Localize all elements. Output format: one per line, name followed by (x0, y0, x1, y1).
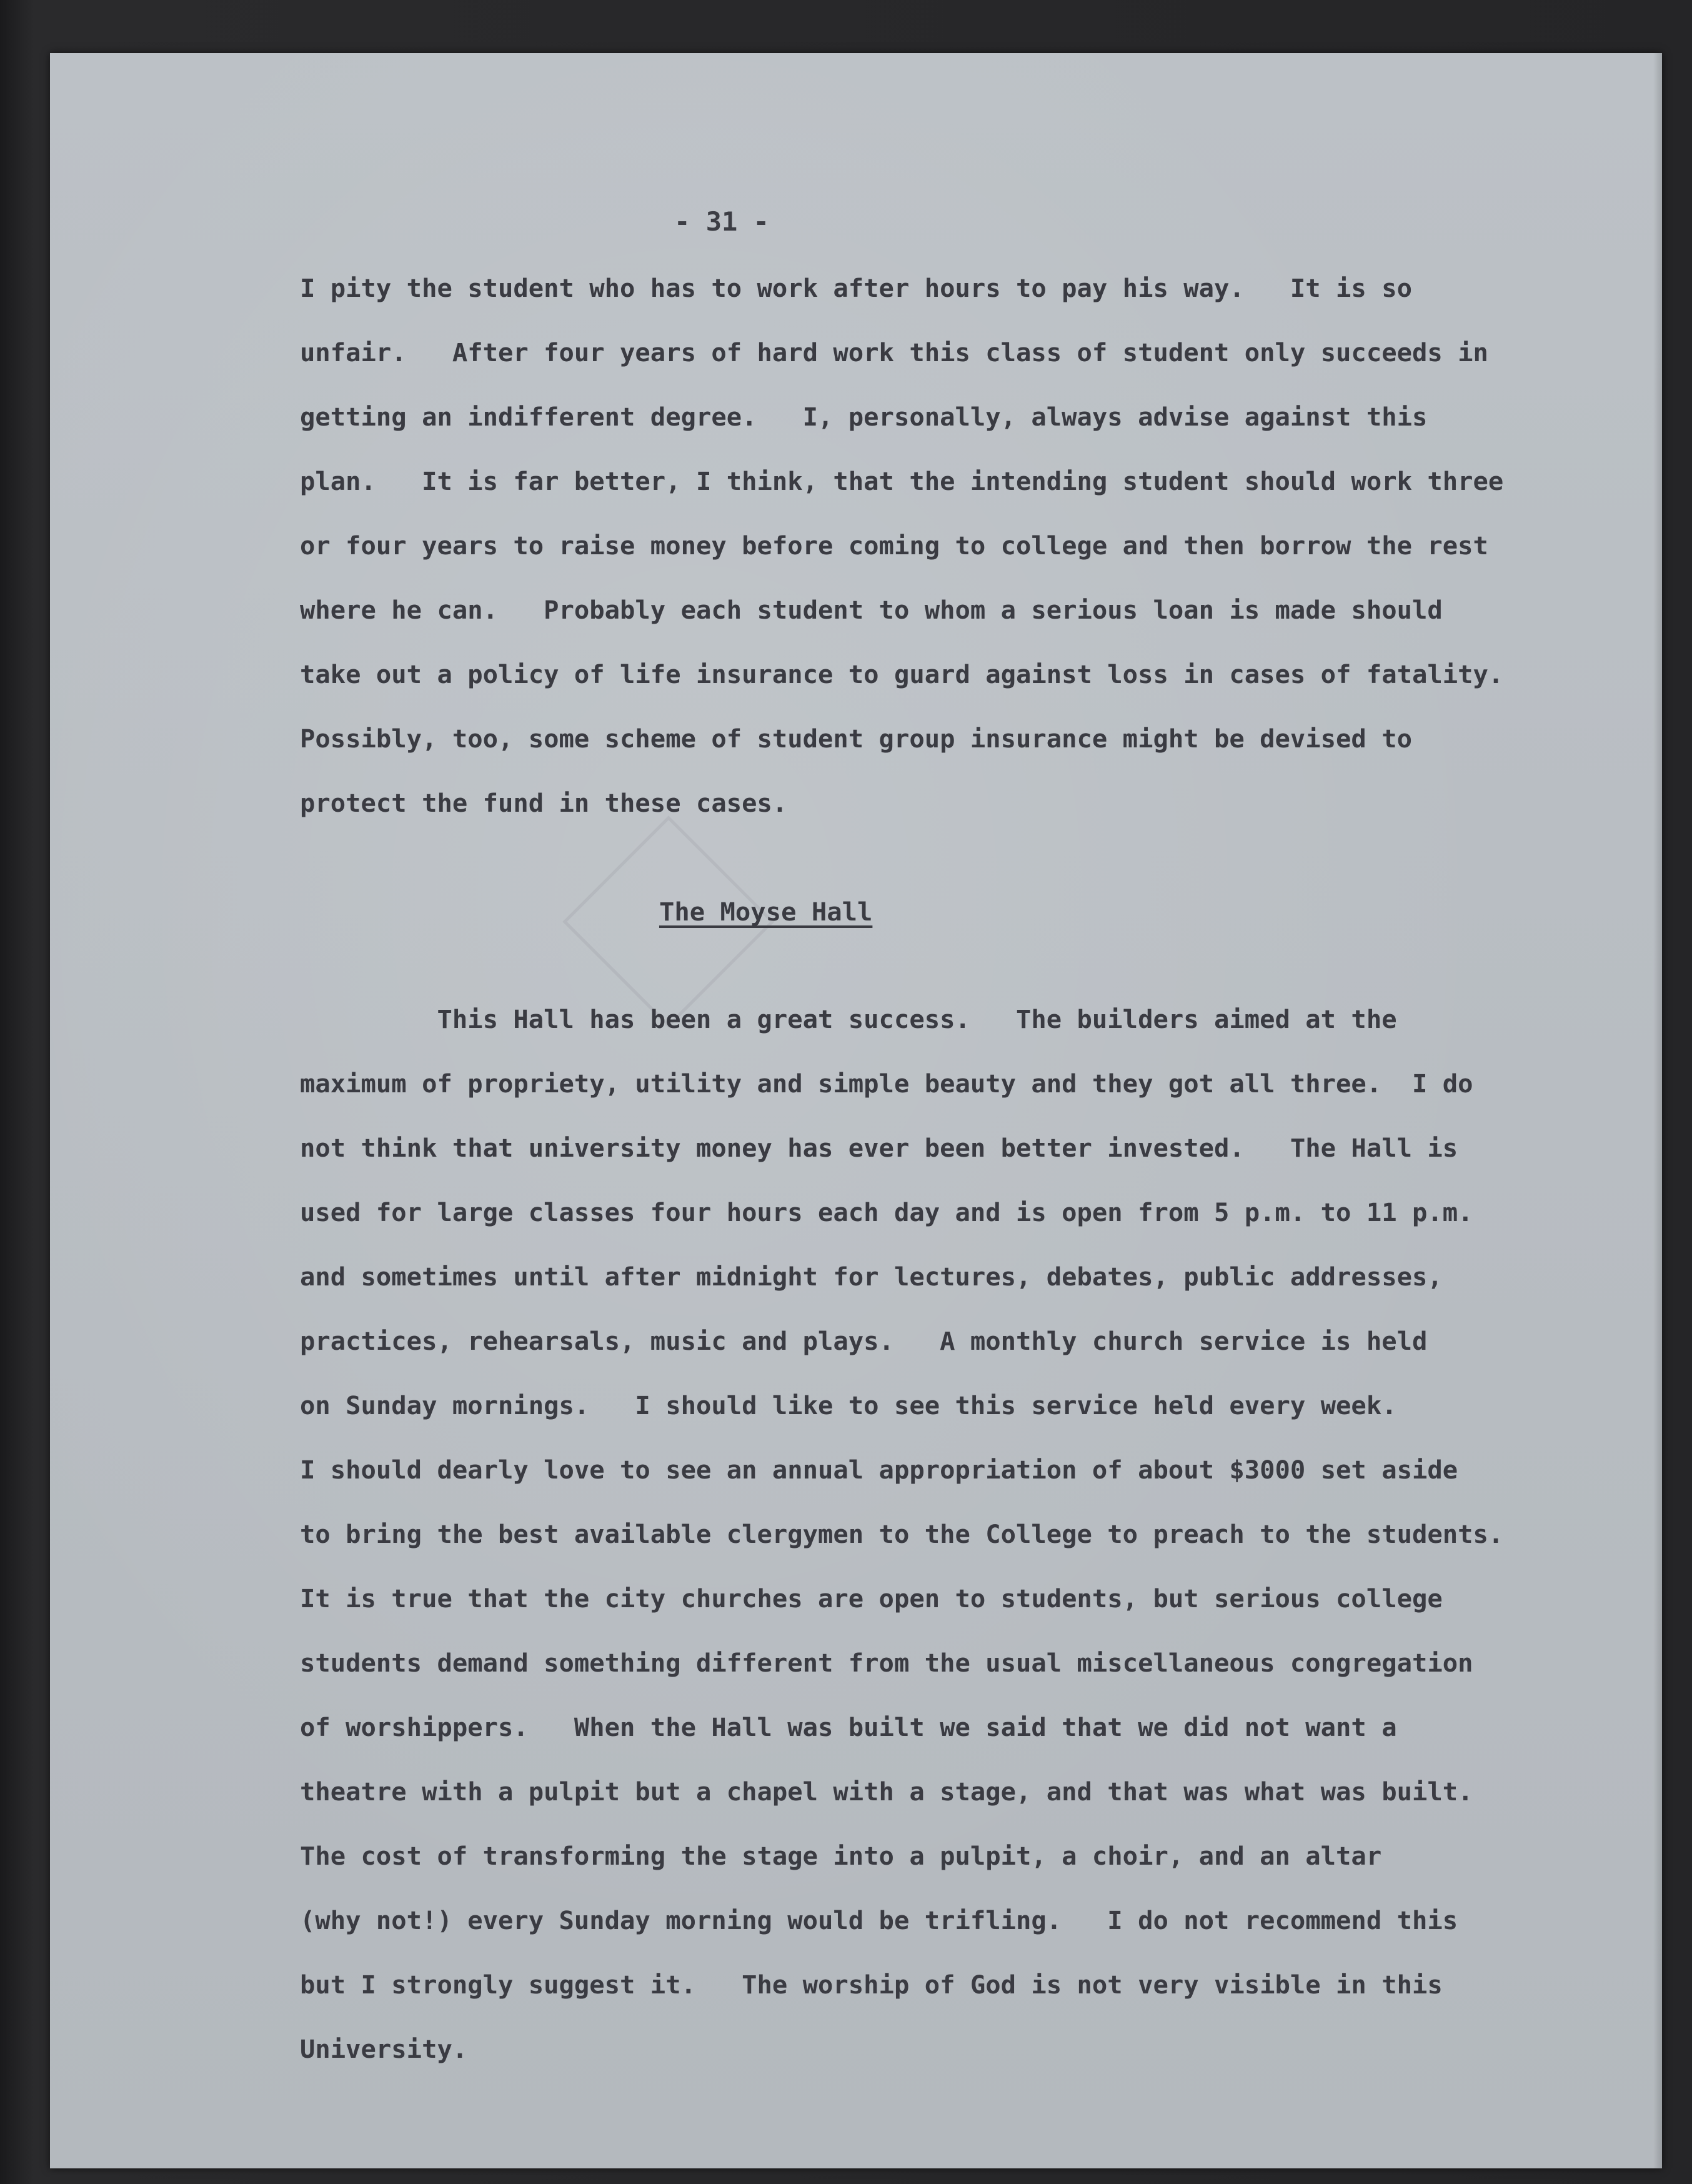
text-line: theatre with a pulpit but a chapel with a stage, and that was what was built. (300, 1777, 1473, 1807)
text-line: Possibly, too, some scheme of student group insurance might be devised to (300, 724, 1412, 754)
text-line: take out a policy of life insurance to guard against loss in cases of fatality. (300, 659, 1504, 689)
text-line: plan. It is far better, I think, that the intending student should work three (300, 466, 1504, 496)
text-line: It is true that the city churches are open to students, but serious college (300, 1583, 1443, 1613)
page-number: - 31 - (674, 206, 769, 237)
text-line: protect the fund in these cases. (300, 788, 788, 818)
text-line: I pity the student who has to work after hours to pay his way. It is so (300, 273, 1412, 303)
text-line: maximum of propriety, utility and simple beauty and they got all three. I do (300, 1069, 1473, 1099)
text-line: (why not!) every Sunday morning would be trifling. I do not recommend this (300, 1905, 1458, 1935)
paragraph-moyse-hall (300, 987, 1643, 2082)
text-line: The cost of transforming the stage into a pulpit, a choir, and an altar (300, 1841, 1382, 1871)
text-line: or four years to raise money before coming to college and then borrow the rest (300, 531, 1488, 561)
text-line: I should dearly love to see an annual appropriation of about $3000 set aside (300, 1455, 1458, 1485)
text-line: getting an indifferent degree. I, personally, always advise against this (300, 402, 1428, 432)
text-line: not think that university money has ever been better invested. The Hall is (300, 1133, 1458, 1163)
text-line: University. (300, 2034, 468, 2064)
typewritten-page (50, 53, 1662, 2168)
text-line: where he can. Probably each student to whom a serious loan is made should (300, 595, 1443, 625)
text-line: practices, rehearsals, music and plays. A monthly church service is held (300, 1326, 1428, 1356)
page-edge-shadow (1653, 53, 1662, 2168)
text-line: to bring the best available clergymen to the College to preach to the students. (300, 1519, 1504, 1549)
text-line: of worshippers. When the Hall was built we said that we did not want a (300, 1712, 1397, 1742)
section-heading: The Moyse Hall (659, 897, 873, 927)
text-line: and sometimes until after midnight for lectures, debates, public addresses, (300, 1262, 1443, 1292)
text-line: but I strongly suggest it. The worship of God is not very visible in this (300, 1970, 1443, 2000)
text-line: This Hall has been a great success. The builders aimed at the (300, 1004, 1397, 1034)
text-line: unfair. After four years of hard work this class of student only succeeds in (300, 337, 1488, 367)
text-line: on Sunday mornings. I should like to see this service held every week. (300, 1390, 1397, 1420)
paragraph-student-loans (300, 256, 1643, 835)
text-line: used for large classes four hours each day and is open from 5 p.m. to 11 p.m. (300, 1197, 1473, 1227)
text-line: students demand something different from the usual miscellaneous congregation (300, 1648, 1473, 1678)
